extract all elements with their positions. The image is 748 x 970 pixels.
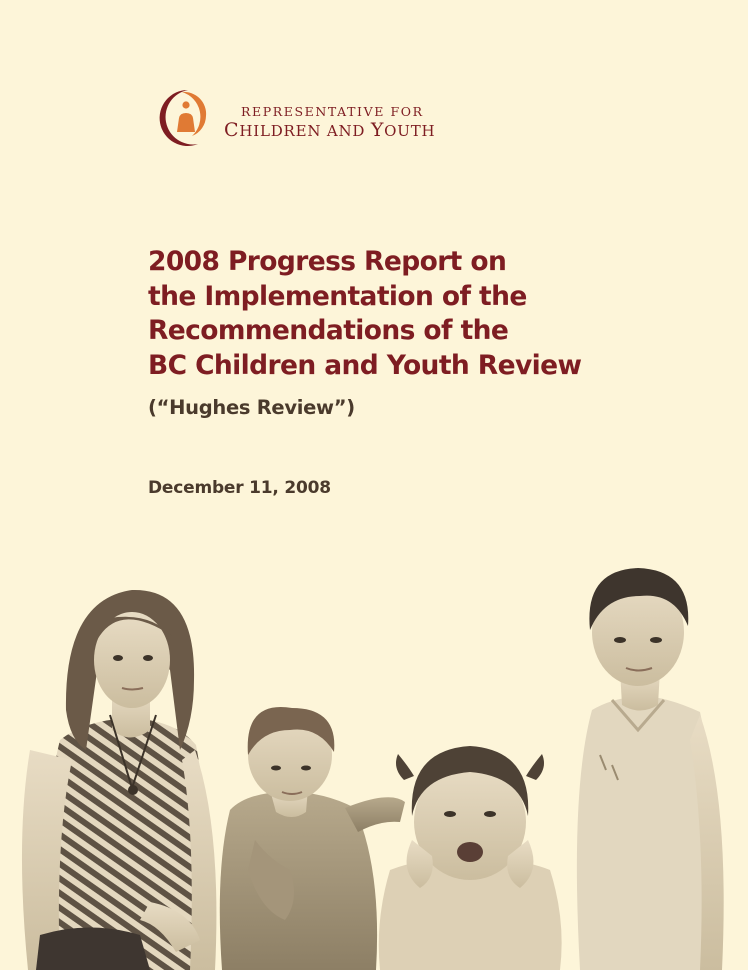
title-line-3: Recommendations of the: [148, 315, 509, 346]
girl-figure: [22, 590, 216, 970]
toddler-figure: [220, 707, 405, 970]
org-name-line2: [224, 120, 435, 141]
org-name-line1: REPRESENTATIVE FOR: [241, 104, 424, 119]
org-name-part-youth: OUTH: [384, 122, 436, 140]
org-name-part-children: HILDREN AND: [239, 122, 371, 140]
rcy-logo-icon: [148, 82, 212, 152]
org-name-initial-c: C: [224, 119, 240, 141]
little-girl-figure: [379, 746, 562, 970]
title-line-2: the Implementation of the: [148, 280, 527, 312]
children-photo: [0, 540, 748, 970]
organization-name: [224, 104, 435, 141]
org-name-initial-y: Y: [370, 119, 385, 141]
report-subtitle: (“Hughes Review”): [148, 396, 355, 419]
boy-figure: [577, 568, 724, 970]
title-line-1: 2008 Progress Report on: [148, 246, 507, 277]
report-date: December 11, 2008: [148, 478, 331, 498]
report-title: [148, 245, 581, 383]
title-line-4: BC Children and Youth Review: [148, 349, 582, 381]
